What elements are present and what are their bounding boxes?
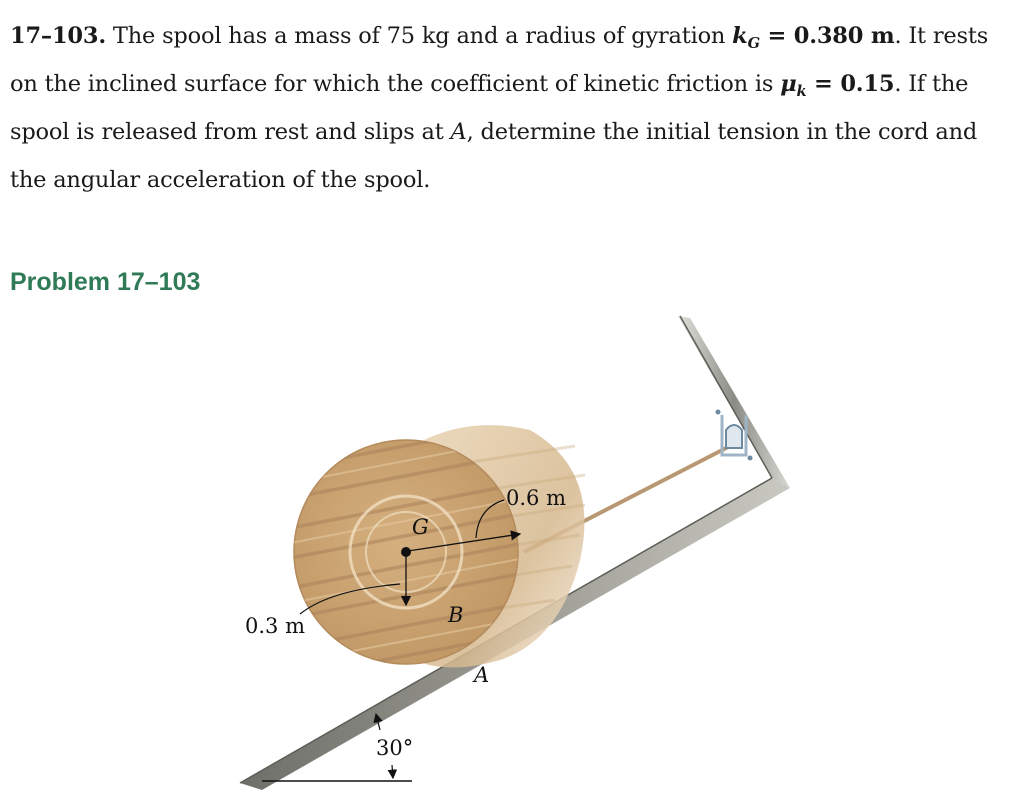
kg-symbol: k <box>732 23 748 49</box>
mu-value: = 0.15 <box>806 71 895 97</box>
problem-text-1: The spool has a mass of 75 kg and a radius of gyration <box>105 23 733 49</box>
problem-number: 17–103. <box>10 23 106 49</box>
problem-text-4: , determine the initial tension in the cord and the angular acceleration of the spool. <box>10 119 978 193</box>
outer-radius-label: 0.6 m <box>506 486 566 510</box>
problem-text-3: . If the spool is released from rest and slips at <box>10 71 969 145</box>
inner-radius-label: 0.3 m <box>245 614 305 638</box>
problem-text-2: . It rests on the inclined surface for which the coefficient of kinetic friction is <box>10 23 989 97</box>
mu-subscript: k <box>796 83 807 101</box>
problem-heading: Problem 17–103 <box>10 268 201 296</box>
wall-bracket <box>716 410 753 461</box>
kg-value: = 0.380 m <box>759 23 895 49</box>
angle-arrow-bottom <box>392 765 393 778</box>
center-g-label: G <box>412 515 429 539</box>
point-b-label: B <box>448 603 464 627</box>
angle-label: 30° <box>376 736 414 760</box>
center-g-dot <box>401 547 411 557</box>
mu-symbol: μ <box>780 71 797 97</box>
point-a-label: A <box>450 119 467 145</box>
point-a-figure-label: A <box>474 663 490 687</box>
kg-subscript: G <box>747 35 760 53</box>
